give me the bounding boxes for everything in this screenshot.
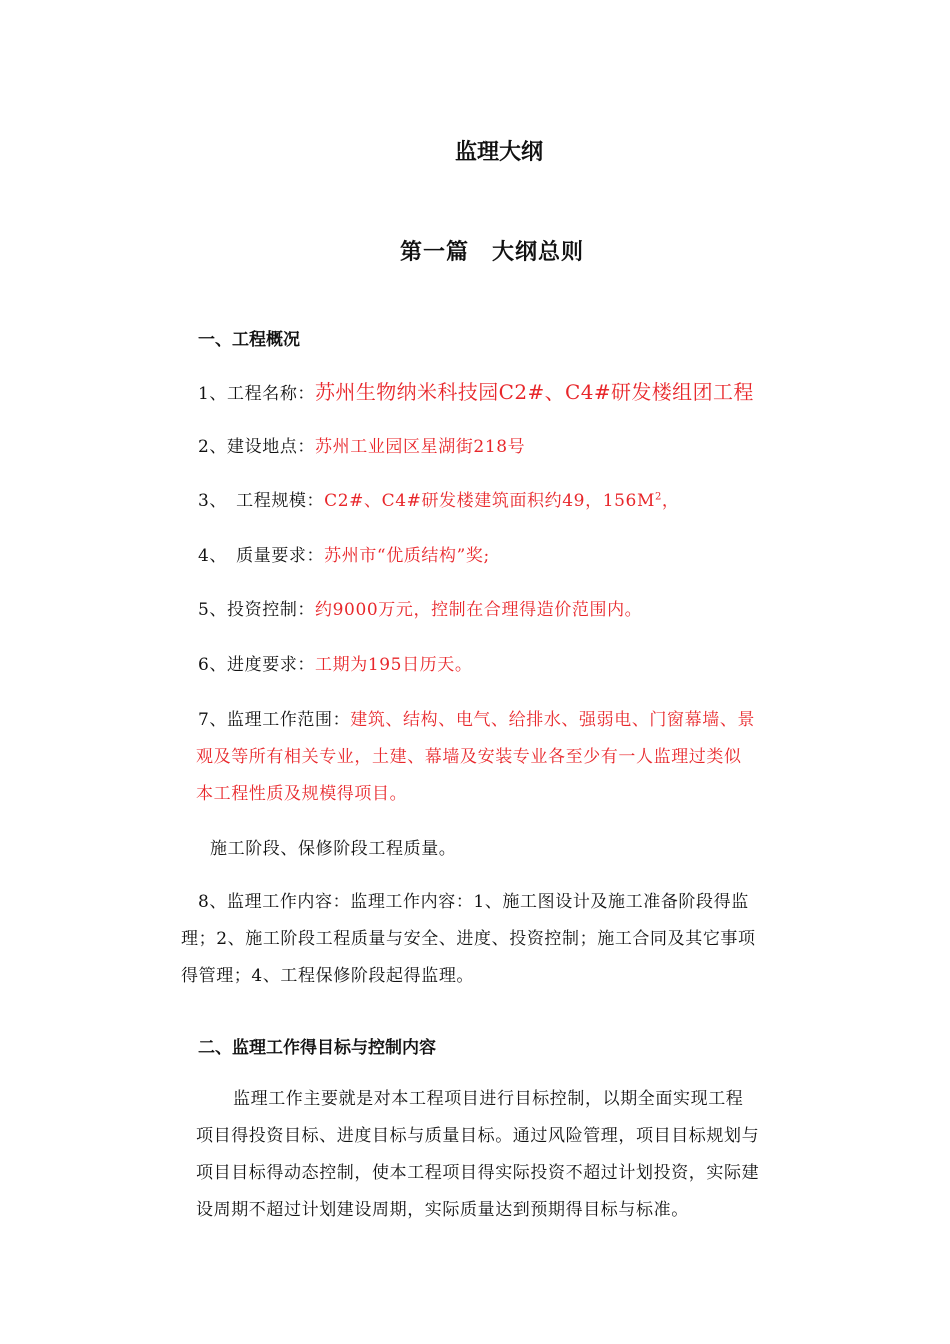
item-8-line-3: 得管理；4、工程保修阶段起得监理。: [181, 966, 475, 986]
item-label: 6、进度要求：: [198, 655, 316, 675]
item-8-line-2: 理；2、施工阶段工程质量与安全、进度、投资控制；施工合同及其它事项: [181, 929, 756, 949]
item-label: 3、 工程规模：: [198, 491, 325, 511]
item-label: 5、投资控制：: [198, 600, 316, 620]
item-label: 2、建设地点：: [198, 437, 316, 457]
section-2-para-line-4: 设周期不超过计划建设周期，实际质量达到预期得目标与标准。: [196, 1200, 689, 1220]
section-2-heading: 二、监理工作得目标与控制内容: [198, 1038, 436, 1058]
item-1-project-name: [198, 376, 754, 405]
item-label: 7、监理工作范围：: [198, 710, 351, 730]
item-3-scale: [198, 486, 680, 511]
item-value: C2#、C4#研发楼建筑面积约49，156M: [324, 491, 655, 511]
item-7-scope-line-3: 本工程性质及规模得项目。: [196, 784, 408, 804]
item-8-line-1: 8、监理工作内容：监理工作内容：1、施工图设计及施工准备阶段得监: [198, 892, 749, 912]
item-value: 工期为195日历天。: [315, 655, 473, 675]
item-5-investment: [198, 595, 642, 620]
part-title: 第一篇 大纲总则: [400, 240, 585, 265]
item-value-line: 建筑、结构、电气、给排水、强弱电、门窗幕墙、景: [350, 710, 756, 730]
item-6-schedule: [198, 650, 472, 675]
item-label: 4、 质量要求：: [198, 546, 325, 566]
item-7-scope-line-2: 观及等所有相关专业，土建、幕墙及安装专业各至少有一人监理过类似: [196, 747, 742, 767]
item-value: 约9000万元，控制在合理得造价范围内。: [315, 600, 643, 620]
item-4-quality: [198, 541, 490, 566]
section-2-para-line-3: 项目目标得动态控制，使本工程项目得实际投资不超过计划投资，实际建: [196, 1163, 760, 1183]
section-2-para-line-2: 项目得投资目标、进度目标与质量目标。通过风险管理，项目目标规划与: [196, 1126, 760, 1146]
item-value: 苏州工业园区星湖街218号: [315, 437, 526, 457]
document-title: 监理大纲: [455, 140, 544, 165]
item-value: 苏州生物纳米科技园C2#、C4#研发楼组团工程: [315, 380, 754, 404]
superscript: 2: [654, 491, 662, 503]
item-2-location: [198, 432, 525, 457]
section-2-para-line-1: 监理工作主要就是对本工程项目进行目标控制，以期全面实现工程: [233, 1089, 744, 1109]
stage-line: 施工阶段、保修阶段工程质量。: [210, 839, 457, 859]
item-7-scope: [198, 705, 755, 730]
item-value: 苏州市“优质结构”奖;: [324, 546, 490, 566]
item-label: 1、工程名称：: [198, 384, 316, 404]
item-tail: ，: [661, 491, 680, 511]
section-1-heading: 一、工程概况: [198, 330, 300, 350]
